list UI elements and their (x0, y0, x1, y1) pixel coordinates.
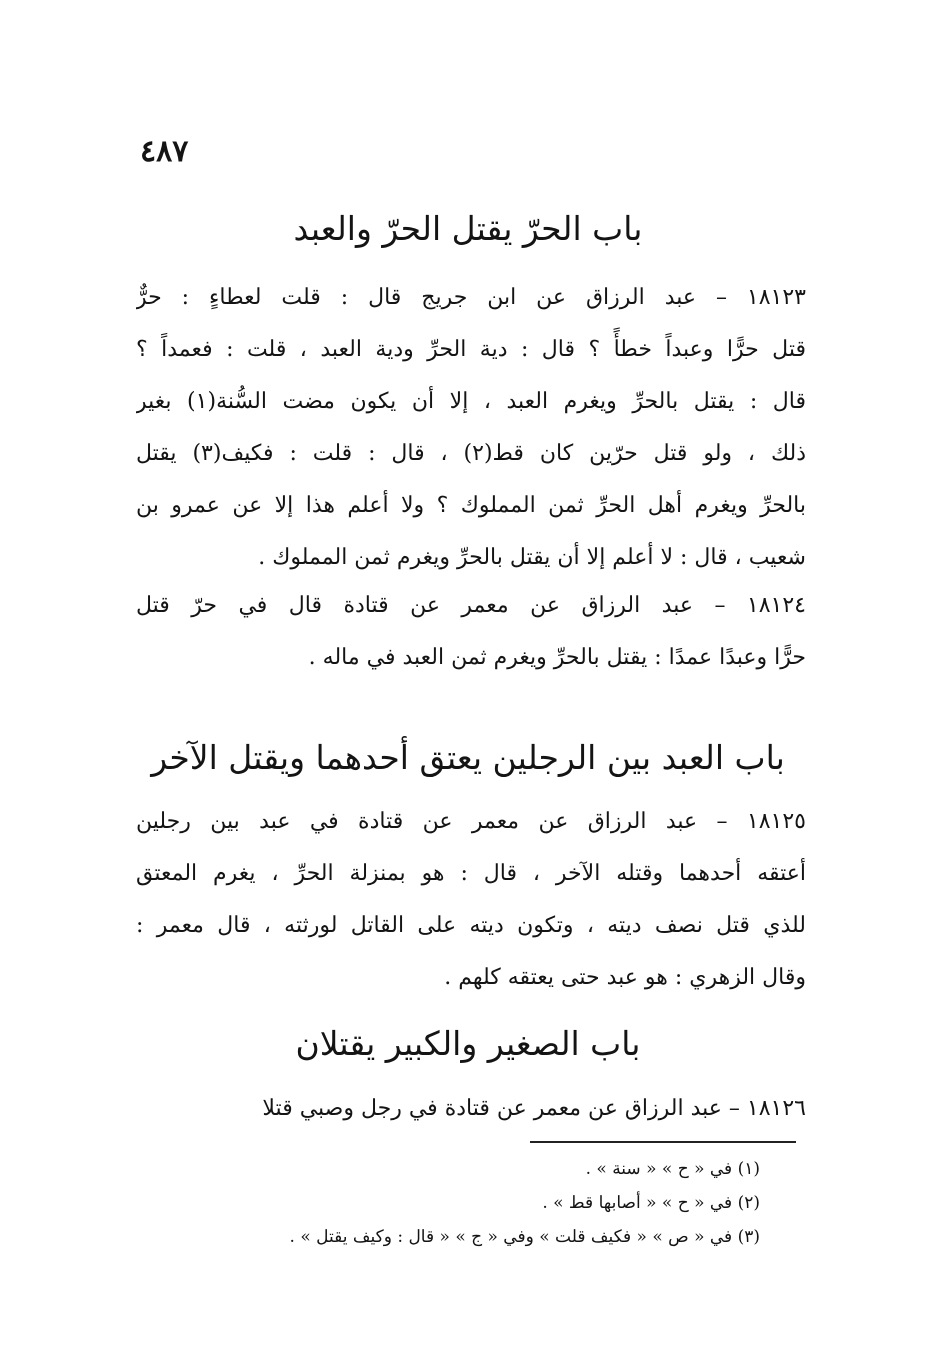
text-line: قال : يقتل بالحرِّ ويغرم العبد ، إلا أن يكون مضت السُّنة(١) بغير (136, 389, 806, 414)
text-line: ذلك ، ولو قتل حرّين كان قط(٢) ، قال : قلت : فكيف(٣) يقتل (136, 441, 806, 466)
footnote: (٣) في « ص » « فكيف قلت » وفي « ج » « قال : وكيف يقتل » . (289, 1227, 760, 1247)
footnote-divider (530, 1141, 796, 1143)
text-line: بالحرِّ ويغرم أهل الحرِّ ثمن المملوك ؟ ولا أعلم هذا إلا عن عمرو بن (136, 493, 806, 518)
footnote: (١) في « ح » « سنة » . (585, 1159, 760, 1179)
hadith-entry (136, 1083, 806, 1135)
text-line: ١٨١٢٦ – عبد الرزاق عن معمر عن قتادة في رجل وصبي قتلا (262, 1096, 806, 1121)
text-line: وقال الزهري : هو عبد حتى يعتقه كلهم . (444, 965, 806, 990)
page-number: ٤٨٧ (140, 134, 189, 169)
section-heading: باب الصغير والكبير يقتلان (295, 1024, 641, 1063)
hadith-entry (136, 580, 806, 684)
hadith-entry (136, 272, 806, 584)
text-line: أعتقه أحدهما وقتله الآخر ، قال : هو بمنزلة الحرِّ ، يغرم المعتق (136, 861, 806, 886)
footnotes (200, 1152, 760, 1254)
section-heading: باب الحرّ يقتل الحرّ والعبد (293, 209, 643, 248)
text-line: ١٨١٢٥ – عبد الرزاق عن معمر عن قتادة في عبد بين رجلين (136, 809, 806, 834)
hadith-entry (136, 796, 806, 1004)
text-line: حرًّا وعبدًا عمدًا : يقتل بالحرِّ ويغرم ثمن العبد في ماله . (308, 645, 806, 670)
text-line: ١٨١٢٤ – عبد الرزاق عن معمر عن قتادة قال في حرّ قتل (136, 593, 806, 618)
text-line: شعيب ، قال : لا أعلم إلا أن يقتل بالحرِّ ويغرم ثمن المملوك . (258, 545, 806, 570)
footnote: (٢) في « ح » « أصابها قط » . (542, 1193, 760, 1213)
text-line: قتل حرًّا وعبداً خطأً ؟ قال : دية الحرِّ ودية العبد ، قلت : فعمداً ؟ (136, 337, 806, 362)
section-heading: باب العبد بين الرجلين يعتق أحدهما ويقتل الآخر (151, 738, 785, 777)
text-line: للذي قتل نصف ديته ، وتكون ديته على القاتل لورثته ، قال معمر : (136, 913, 806, 938)
text-line: ١٨١٢٣ – عبد الرزاق عن ابن جريج قال : قلت لعطاءٍ : حرٌّ (136, 285, 806, 310)
